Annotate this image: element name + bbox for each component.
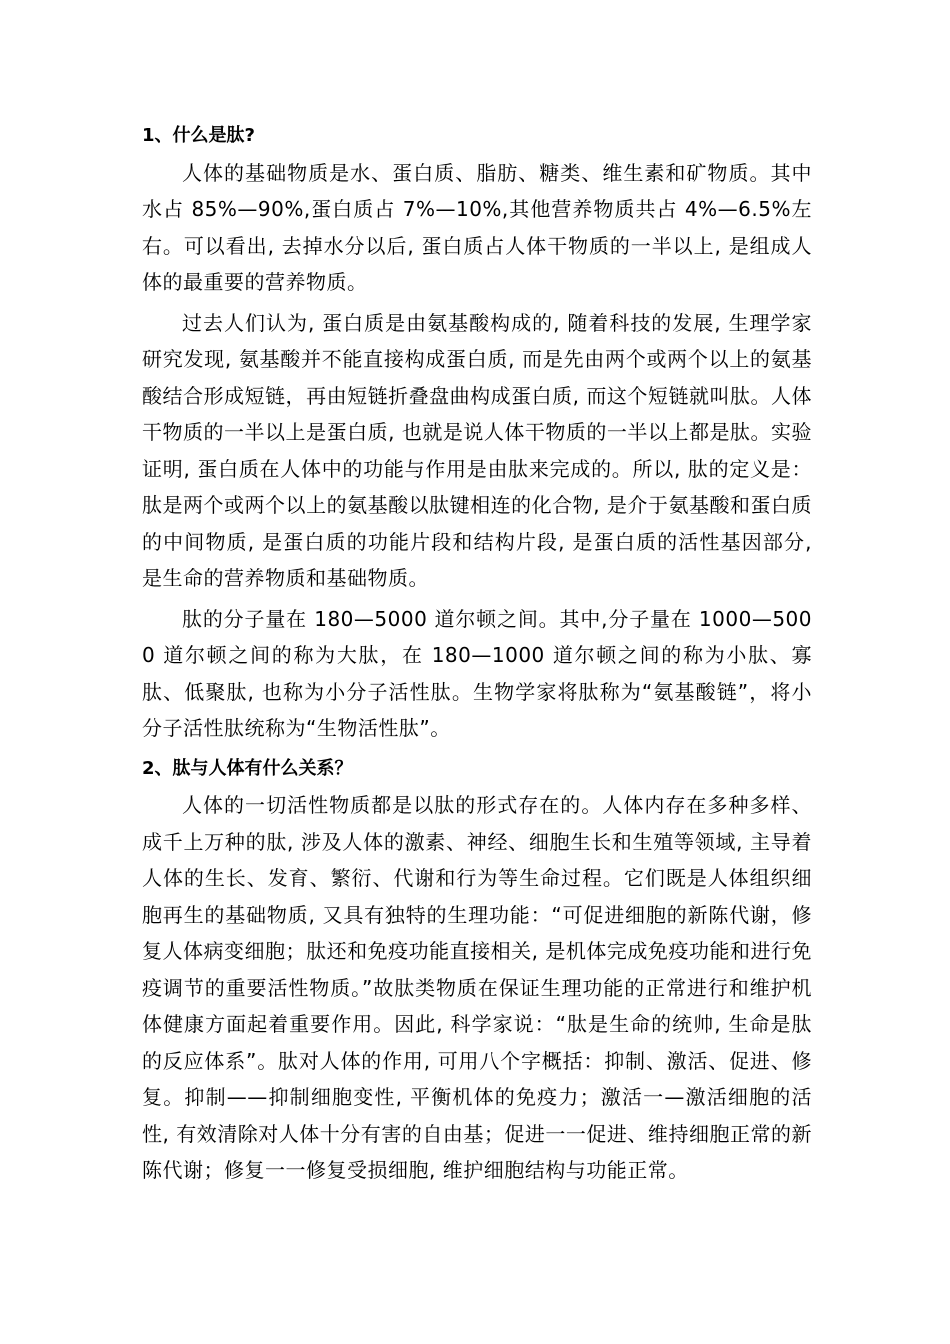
document-page bbox=[142, 118, 812, 1193]
paragraph: 人体的基础物质是水、蛋白质、脂肪、糖类、维生素和矿物质。其中水占 85%—90%,蛋白质占 7%—10%,其他营养物质共占 4%—6.5%左右。可以看出, 去掉水分以后, 蛋白质占人体干物质的一半以上, 是组成人体的最重要的营养物质。 bbox=[142, 160, 812, 294]
paragraph: 肽的分子量在 180—5000 道尔顿之间。其中,分子量在 1000—5000 道尔顿之间的称为大肽，在 180—1000 道尔顿之间的称为小肽、寡肽、低聚肽, 也称为小分子活性肽。生物学家将肽称为“氨基酸链”，将小分子活性肽统称为“生物活性肽”。 bbox=[142, 606, 812, 740]
section-heading: 2、肽与人体有什么关系？ bbox=[142, 757, 353, 779]
section-what-is-peptide bbox=[142, 118, 812, 747]
section-heading: 1、什么是肽? bbox=[142, 125, 255, 146]
paragraph: 过去人们认为, 蛋白质是由氨基酸构成的, 随着科技的发展, 生理学家研究发现, 氨基酸并不能直接构成蛋白质, 而是先由两个或两个以上的氨基酸结合形成短链，再由短链折叠盘曲构成蛋白质, 而这个短链就叫肽。人体干物质的一半以上是蛋白质, 也就是说人体干物质的一半以上都是肽。实验证明, 蛋白质在人体中的功能与作用是由肽来完成的。所以, 肽的定义是：肽是两个或两个以上的氨基酸以肽键相连的化合物, 是介于氨基酸和蛋白质的中间物质, 是蛋白质的功能片段和结构片段, 是蛋白质的活性基因部分, 是生命的营养物质和基础物质。 bbox=[142, 310, 812, 590]
section-peptide-and-body bbox=[142, 751, 812, 1189]
paragraph: 人体的一切活性物质都是以肽的形式存在的。人体内存在多种多样、成千上万种的肽, 涉及人体的激素、神经、细胞生长和生殖等领域, 主导着人体的生长、发育、繁衍、代谢和行为等生命过程。它们既是人体组织细胞再生的基础物质, 又具有独特的生理功能：“可促进细胞的新陈代谢，修复人体病变细胞；肽还和免疫功能直接相关, 是机体完成免疫功能和进行免疫调节的重要活性物质。”故肽类物质在保证生理功能的正常进行和维护机体健康方面起着重要作用。因此, 科学家说：“肽是生命的统帅, 生命是肽的反应体系”。肽对人体的作用, 可用八个字概括：抑制、激活、促进、修复。抑制——抑制细胞变性, 平衡机体的免疫力；激活一—激活细胞的活性, 有效清除对人体十分有害的自由基；促进一一促进、维持细胞正常的新陈代谢；修复一一修复受损细胞, 维护细胞结构与功能正常。 bbox=[142, 793, 812, 1182]
